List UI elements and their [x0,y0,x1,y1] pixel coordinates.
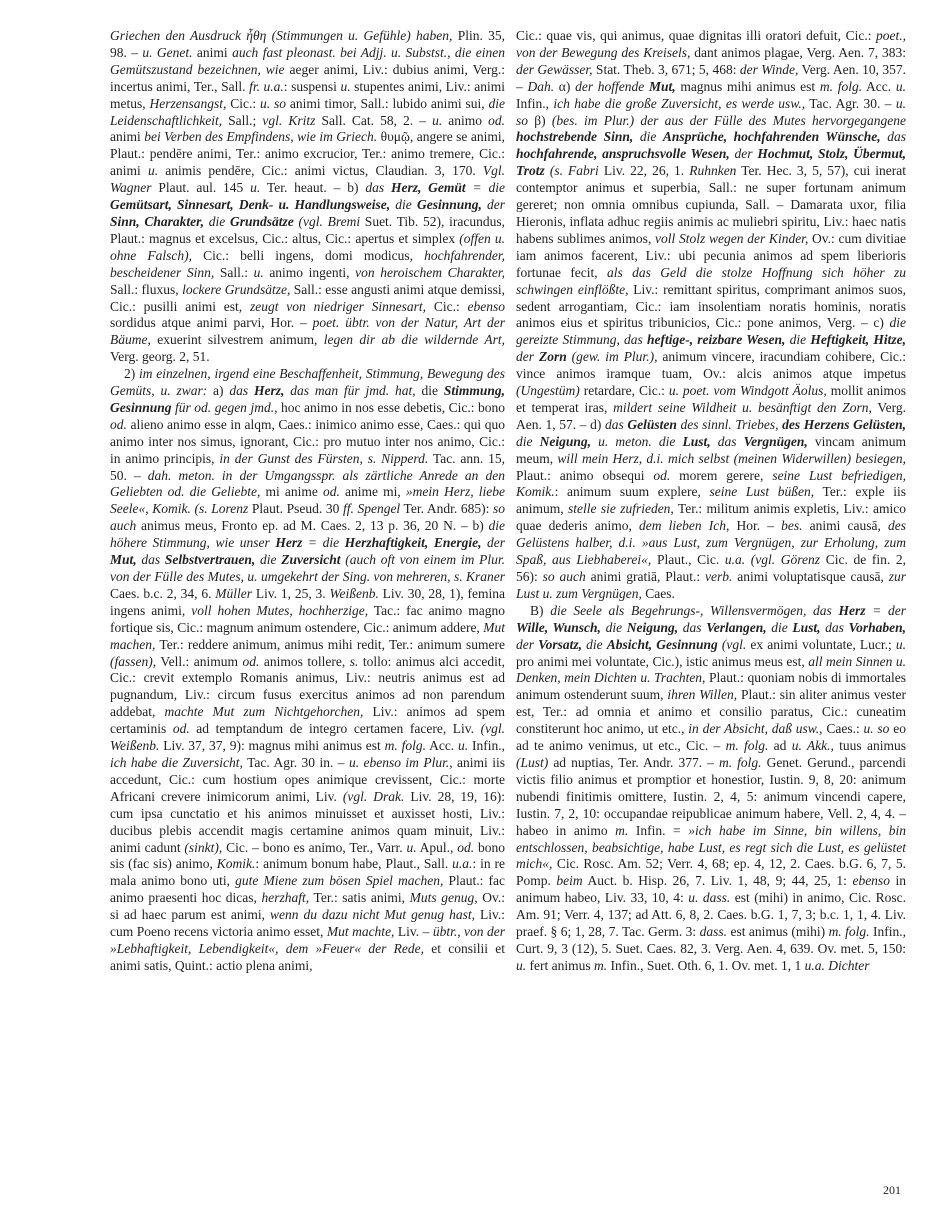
paragraph: Griechen den Ausdruck ἦθη (Stimmungen u. Gefühle) haben, Plin. 35, 98. – u. Genet. animi auch fast pleonast. bei Adjj. u. Substst., die einen Gemütszustand bezeichnen, wie aeger animi, Liv.: dubius animi, Verg.: incertus animi, Ter., Sall. fr. u.a.: suspensi u. stupentes animi, Liv.: animi metus, Herzensangst, Cic.: u. so animi timor, Sall.: lubido animi sui, die Leidenschaftlichkeit, Sall.; vgl. Kritz Sall. Cat. 58, 2. – u. animo od. animi bei Verben des Empfindens, wie im Griech. θυμῷ, angere se animi, Plaut.: pendēre animi, Ter.: animo excrucior, Ter.: animo tremere, Cic.: animi u. animis pendēre, Cic.: animi victus, Claudian. 3, 170. Vgl. Wagner Plaut. aul. 145 u. Ter. heaut. – b) das Herz, Gemüt = die Gemütsart, Sinnesart, Denk- u. Handlungsweise, die Gesinnung, der Sinn, Charakter, die Grundsätze (vgl. Bremi Suet. Tib. 52), iracundus, Plaut.: magnus et excelsus, Cic.: altus, Cic.: apertus et simplex (offen u. ohne Falsch), Cic.: belli ingens, domi modicus, hochfahrender, bescheidener Sinn, Sall.: u. animo ingenti, von heroischem Charakter, Sall.: fluxus, lockere Grundsätze, Sall.: esse angusti animi atque demissi, Cic.: pusilli animi est, zeugt von niedriger Sinnesart, Cic.: ebenso sordidus atque animi parvi, Hor. – poet. übtr. von der Natur, Art der Bäume, exuerint silvestrem animum, legen dir ab die wildernde Art, Verg. georg. 2, 51. [110,28,506,365]
page-number: 201 [883,1183,901,1197]
paragraph: 2) im einzelnen, irgend eine Beschaffenheit, Stimmung, Bewegung des Gemüts, u. zwar: a) das Herz, das man für jmd. hat, die Stimmung, Gesinnung für od. gegen jmd., hoc animo in nos esse debetis, Cic.: bono od. alieno animo esse in alqm, Caes.: inimico animo esse, Caes.: qui quo animo inter nos simus, ignorant, Cic.: pro mutuo inter nos animo, Cic.: in animo principis, in der Gunst des Fürsten, s. Nipperd. Tac. ann. 15, 50. – dah. meton. in der Umgangsspr. als zärtliche Anrede an den Geliebten od. die Geliebte, mi anime od. anime mi, »mein Herz, liebe Seele«, Komik. (s. Lorenz Plaut. Pseud. 30 ff. Spengel Ter. Andr. 685): so auch animus meus, Fronto ep. ad M. Caes. 2, 13 p. 36, 20 N. – b) die höhere Stimmung, wie unser Herz = die Herzhaftigkeit, Energie, der Mut, das Selbstvertrauen, die Zuversicht (auch oft von einem im Plur. von der Fülle des Mutes, u. umgekehrt der Sing. von mehreren, s. Kraner Caes. b.c. 2, 34, 6. Müller Liv. 1, 25, 3. Weißenb. Liv. 30, 28, 1), femina ingens animi, voll hohen Mutes, hochherzige, Tac.: fac animo magno fortique sis, Cic.: magnum animum ostendere, Cic.: animum addere, Mut machen, Ter.: reddere animum, animus mihi redit, Ter.: animum sumere (fassen), Vell.: animum od. animos tollere, s. tollo: animus alci accedit, Cic.: crevit extemplo Romanis animus, Liv.: neutris animus est ad pugnandum, Liv.: circum fusus exercitus animos ad non parendum addebat, machte Mut zum Nichtgehorchen, Liv.: animos ad spem certaminis od. ad temptandum de integro certamen facere, Liv. (vgl. Weißenb. Liv. 37, 37, 9): magnus mihi animus est m. folg. Acc. u. Infin., ich habe die Zuversicht, Tac. Agr. 30 in. – u. ebenso im Plur., animi iis accedunt, Cic.: cum hostium opes animique crevissent, Cic.: morte Africani crevere inimicorum animi, Liv. (vgl. Drak. Liv. 28, 19, 16): cum ipsa cunctatio et his animos minuisset et auxisset hosti, Liv.: ducibus plebis accendit magis certamine animos quam minuit, Liv.: animi cadunt (sinkt), Cic. – bono es animo, Ter., Varr. u. Apul., od. bono sis (fac sis) animo, Komik.: animum bonum habe, Plaut., Sall. u.a.: in re mala animo bono uti, gute Miene zum bösen Spiel machen, Plaut.: fac animo praesenti hoc dicas, herzhaft, Ter.: satis animi, Muts genug, Ov.: si ad haec parum est animi, wenn du dazu nicht Mut genug hast, Liv.: cum Poeno recens victoria animo esset, Mut machte, Liv. – übtr., von der »Lebhaftigkeit, Lebendigkeit«, dem »Feuer« der Rede, et consilii et animi satis, Quint.: actio plena animi, [110,366,506,973]
right-column [516,28,906,975]
paragraph: Cic.: quae vis, qui animus, quae dignitas illi oratori defuit, Cic.: poet., von der Bewegung des Kreisels, dant animos plagae, Verg. Aen. 7, 383: der Gewässer, Stat. Theb. 3, 671; 5, 468: der Winde, Verg. Aen. 10, 357. – Dah. α) der hoffende Mut, magnus mihi animus est m. folg. Acc. u. Infin., ich habe die große Zuversicht, es werde usw., Tac. Agr. 30. – u. so β) (bes. im Plur.) der aus der Fülle des Mutes hervorgegangene hochstrebende Sinn, die Ansprüche, hochfahrenden Wünsche, das hochfahrende, anspruchsvolle Wesen, der Hochmut, Stolz, Übermut, Trotz (s. Fabri Liv. 22, 26, 1. Ruhnken Ter. Hec. 3, 5, 57), cui inerat contemptor animus et superbia, Sall.: ne super fortunam animum gereret; non omnia omnibus cupiunda, Sall. – Damarata uxor, filia Hieronis, inflata adhuc regiis animis ac muliebri spiritu, Liv.: haec natis habens sublimes animos, voll Stolz wegen der Kinder, Ov.: cum divitiae iam animos facerent, Liv.: ubi pecunia animos ad spem liberioris fortunae fecit, als das Geld die stolze Hoffnung sich höher zu schwingen einflößte, Liv.: remittant spiritus, comprimant animos suos, sedent arrogantiam, Cic.: iam insolentiam noratis hominis, noratis animos eius et spiritus tribunicios, Cic.: pone animos, Verg. – c) die gereizte Stimmung, das heftige-, reizbare Wesen, die Heftigkeit, Hitze, der Zorn (gew. im Plur.), animum vincere, iracundiam cohibere, Cic.: vince animos iramque tuam, Ov.: alcis animos atque impetus (Ungestüm) retardare, Cic.: u. poet. vom Windgott Äolus, mollit animos et temperat iras, mildert seine Wildheit u. besänftigt den Zorn, Verg. Aen. 1, 57. – d) das Gelüsten des sinnl. Triebes, des Herzens Gelüsten, die Neigung, u. meton. die Lust, das Vergnügen, vincam animum meum, will mein Herz, d.i. mich selbst (meinen Widerwillen) besiegen, Plaut.: animo obsequi od. morem gerere, seine Lust befriedigen, Komik.: animum suum explere, seine Lust büßen, Ter.: exple iis animum, stelle sie zufrieden, Ter.: militum animis expletis, Liv.: amico quae dederis animo, dem lieben Ich, Hor. – bes. animi causā, des Gelüstens halber, d.i. »aus Lust, zum Vergnügen, zur Erholung, zum Spaß, aus Liebhaberei«, Plaut., Cic. u.a. (vgl. Görenz Cic. de fin. 2, 56): so auch animi gratiā, Plaut.: verb. animi voluptatisque causā, zur Lust u. zum Vergnügen, Caes. [516,28,907,601]
left-column [110,28,505,975]
paragraph: B) die Seele als Begehrungs-, Willensvermögen, das Herz = der Wille, Wunsch, die Neigung, das Verlangen, die Lust, das Vorhaben, der Vorsatz, die Absicht, Gesinnung (vgl. ex animi voluntate, Lucr.; u. pro animi mei voluntate, Cic.), istic animus meus est, all mein Sinnen u. Denken, mein Dichten u. Trachten, Plaut.: quoniam nobis di immortales animum ostenderunt suum, ihren Willen, Plaut.: sin aliter animus vester est, Ter.: ad omnia et animo et consilio paratus, Cic.: cuneatim constiterunt hoc animo, ut etc., in der Absicht, daß usw., Caes.: u. so eo ad te animo venimus, ut etc., Cic. – m. folg. ad u. Akk., tuus animus (Lust) ad nuptias, Ter. Andr. 377. – m. folg. Genet. Gerund., parcendi victis filio animus et promptior et honestior, Iustin. 9, 8, 20: animum nubendi finitimis omittere, Iustin. 2, 4, 5: animum vincendi capere, Iustin. 7, 2, 10: occupandae reipublicae animum habere, Vell. 2, 4, 4. – habeo in animo m. Infin. = »ich habe im Sinne, bin willens, bin entschlossen, beabsichtige, habe Lust, es regt sich die Lust, es gelüstet mich«, Cic. Rosc. Am. 52; Verr. 4, 68; ep. 4, 12, 2. Caes. b.G. 6, 7, 5. Pomp. beim Auct. b. Hisp. 26, 7. Liv. 1, 48, 9; 44, 25, 1: ebenso in animum habeo, Liv. 33, 10, 4: u. dass. est (mihi) in animo, Cic. Rosc. Am. 91; Verr. 4, 137; ad Att. 6, 8, 2. Caes. b.G. 1, 7, 3; b.c. 1, 1, 4. Liv. praef. § 6; 1, 28, 7. Tac. Germ. 3: dass. est animus (mihi) m. folg. Infin., Curt. 9, 3 (12), 5. Suet. Caes. 82, 3. Verg. Aen. 4, 639. Ov. met. 5, 150: u. fert animus m. Infin., Suet. Oth. 6, 1. Ov. met. 1, 1 u.a. Dichter [516,602,907,973]
